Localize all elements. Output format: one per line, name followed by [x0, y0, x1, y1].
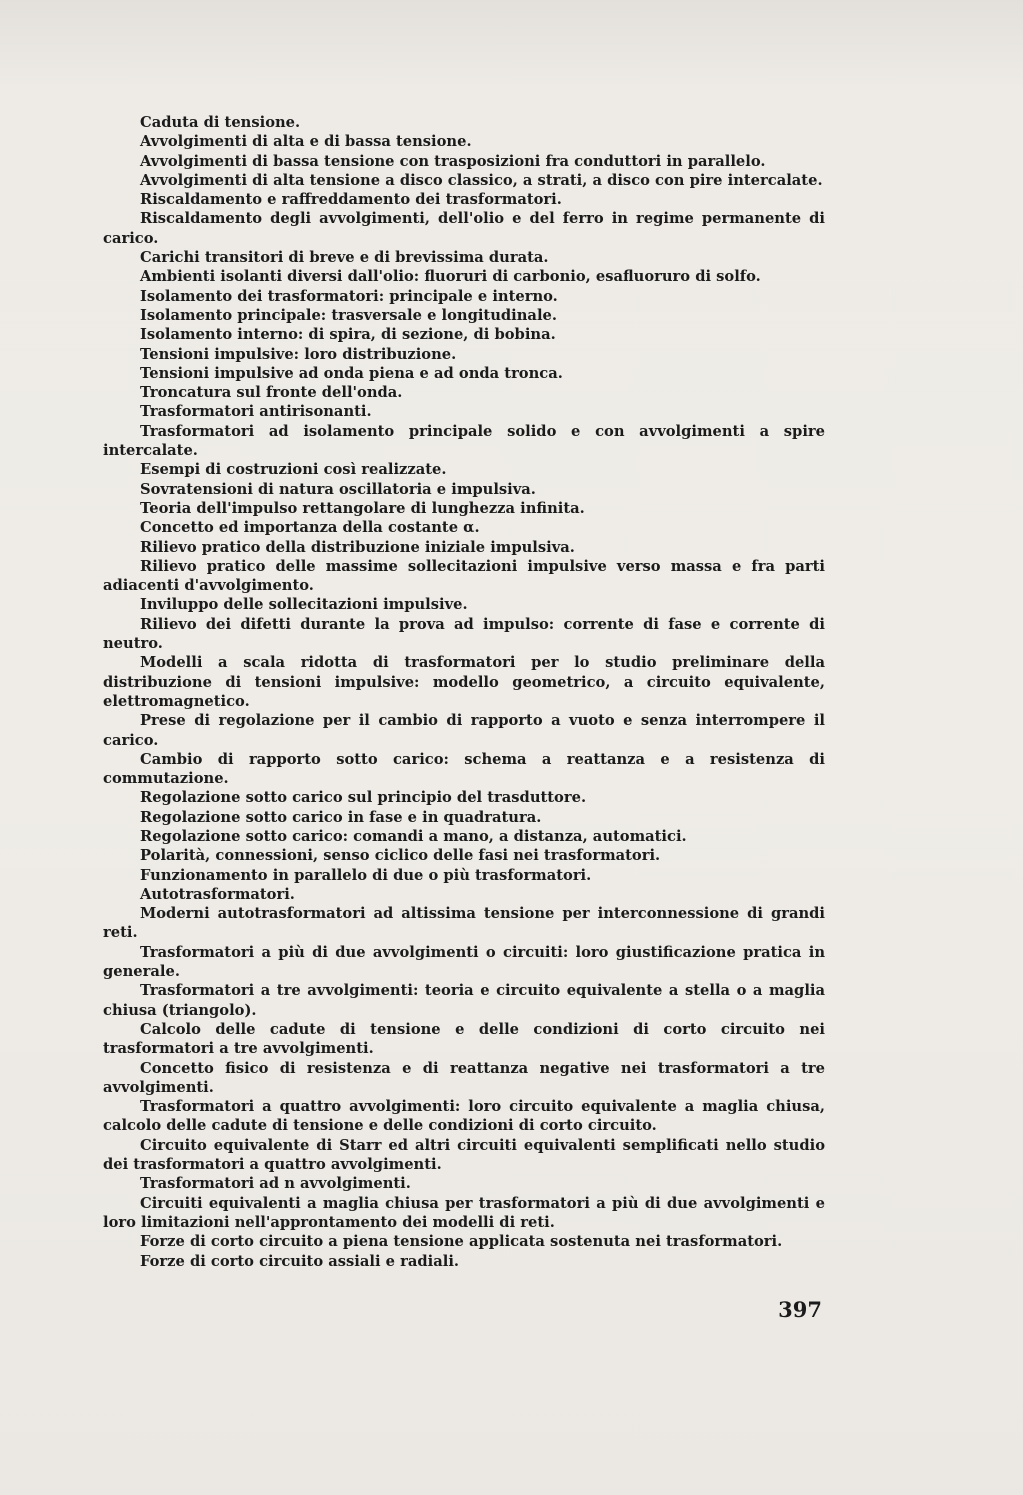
- topic-line: Regolazione sotto carico sul principio del trasduttore.: [140, 789, 587, 807]
- topic-line: Sovratensioni di natura oscillatoria e impulsiva.: [140, 480, 536, 498]
- topic-line: Avvolgimenti di alta tensione a disco classico, a strati, a disco con pire intercalate.: [140, 171, 823, 189]
- topic-line: Isolamento interno: di spira, di sezione, di bobina.: [140, 326, 556, 344]
- topic-line: Caduta di tensione.: [140, 114, 301, 131]
- topic-line: Rilievo dei difetti durante la prova ad impulso: corrente di fase e corrente di neutro.: [103, 615, 825, 653]
- topic-list: [103, 113, 825, 1271]
- page-number: 397: [778, 1297, 822, 1322]
- topic-line: Tensioni impulsive: loro distribuzione.: [140, 345, 457, 363]
- topic-line: Isolamento principale: trasversale e longitudinale.: [140, 306, 557, 324]
- topic-line: Funzionamento in parallelo di due o più trasformatori.: [140, 866, 592, 884]
- topic-line: Carichi transitori di breve e di brevissima durata.: [140, 249, 549, 267]
- topic-line: Forze di corto circuito assiali e radiali.: [140, 1252, 460, 1270]
- topic-line: Concetto ed importanza della costante α.: [140, 519, 480, 537]
- topic-line: Concetto fisico di resistenza e di reattanza negative nei trasformatori a tre avvolgimenti.: [103, 1059, 825, 1096]
- topic-line: Circuiti equivalenti a maglia chiusa per trasformatori a più di due avvolgimenti e loro limitazioni nell'approntamento dei modelli di reti.: [103, 1194, 825, 1231]
- topic-line: Ambienti isolanti diversi dall'olio: fluoruri di carbonio, esafluoruro di solfo.: [140, 268, 761, 286]
- topic-line: Esempi di costruzioni così realizzate.: [140, 461, 447, 479]
- topic-line: Troncatura sul fronte dell'onda.: [140, 384, 403, 402]
- topic-line: Moderni autotrasformatori ad altissima tensione per interconnessione di grandi reti.: [103, 905, 825, 942]
- topic-line: Trasformatori a quattro avvolgimenti: loro circuito equivalente a maglia chiusa, calcolo delle cadute di tensione e delle condizioni di corto circuito.: [103, 1098, 825, 1135]
- topic-line: Prese di regolazione per il cambio di rapporto a vuoto e senza interrompere il carico.: [103, 712, 825, 749]
- topic-line: Trasformatori ad n avvolgimenti.: [140, 1175, 411, 1193]
- topic-line: Riscaldamento degli avvolgimenti, dell'olio e del ferro in regime permanente di carico.: [103, 210, 825, 247]
- topic-line: Rilievo pratico delle massime sollecitazioni impulsive verso massa e fra parti adiacenti d'avvolgimento.: [103, 557, 825, 595]
- topic-line: Rilievo pratico della distribuzione iniziale impulsiva.: [140, 538, 575, 556]
- topic-line: Cambio di rapporto sotto carico: schema a reattanza e a resistenza di commutazione.: [103, 750, 825, 788]
- topic-line: Trasformatori a tre avvolgimenti: teoria e circuito equivalente a stella o a maglia chiusa (triangolo).: [103, 982, 825, 1019]
- topic-line: Regolazione sotto carico in fase e in quadratura.: [140, 808, 542, 826]
- topic-line: Inviluppo delle sollecitazioni impulsive.: [140, 596, 468, 614]
- topic-line: Trasformatori ad isolamento principale solido e con avvolgimenti a spire intercalate.: [103, 422, 825, 460]
- topic-line: Riscaldamento e raffreddamento dei trasformatori.: [140, 191, 562, 209]
- topic-line: Calcolo delle cadute di tensione e delle condizioni di corto circuito nei trasformatori a tre avvolgimenti.: [103, 1020, 825, 1058]
- topic-line: Tensioni impulsive ad onda piena e ad onda tronca.: [140, 364, 563, 382]
- topic-line: Circuito equivalente di Starr ed altri circuiti equivalenti semplificati nello studio dei trasformatori a quattro avvolgimenti.: [103, 1136, 825, 1174]
- topic-line: Forze di corto circuito a piena tensione applicata sostenuta nei trasformatori.: [140, 1233, 783, 1251]
- topic-line: Autotrasformatori.: [140, 885, 295, 903]
- topic-line: Avvolgimenti di bassa tensione con trasposizioni fra conduttori in parallelo.: [140, 152, 766, 170]
- topic-line: Avvolgimenti di alta e di bassa tensione.: [140, 133, 472, 151]
- topic-line: Teoria dell'impulso rettangolare di lunghezza infinita.: [140, 499, 585, 517]
- topic-line: Modelli a scala ridotta di trasformatori per lo studio preliminare della distribuzione di tensioni impulsive: modello geometrico, a circuito equivalente, elettromagnetico.: [103, 654, 825, 710]
- topic-line: Regolazione sotto carico: comandi a mano, a distanza, automatici.: [140, 827, 687, 845]
- topic-line: Isolamento dei trasformatori: principale e interno.: [140, 287, 558, 305]
- topic-line: Trasformatori a più di due avvolgimenti o circuiti: loro giustificazione pratica in generale.: [103, 943, 825, 981]
- topic-line: Polarità, connessioni, senso ciclico delle fasi nei trasformatori.: [140, 847, 661, 865]
- topic-line: Trasformatori antirisonanti.: [140, 403, 372, 421]
